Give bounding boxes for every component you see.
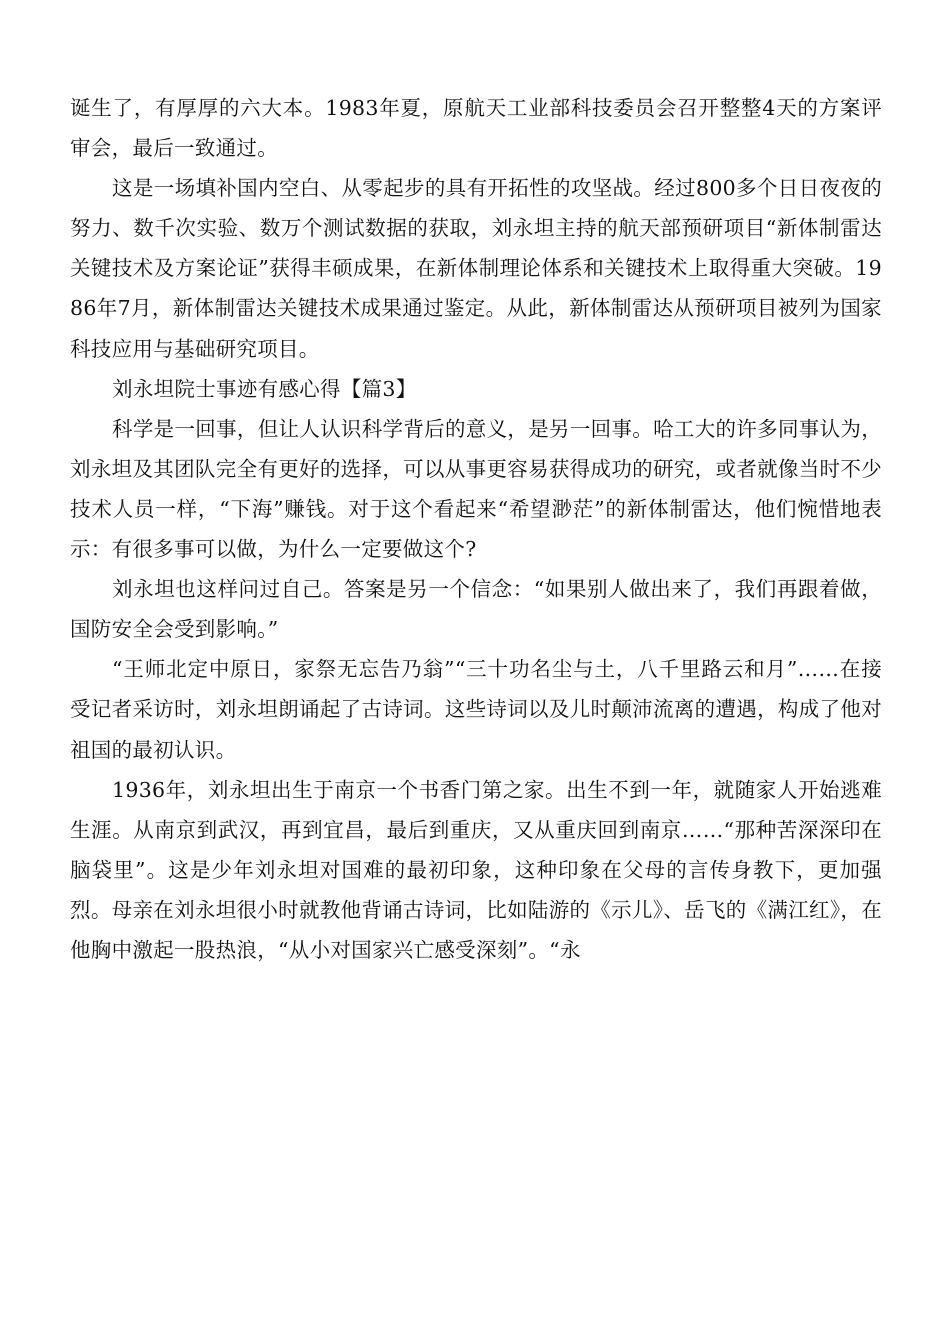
section-heading: 刘永坦院士事迹有感心得【篇3】 xyxy=(112,376,417,401)
document-body xyxy=(70,88,882,970)
paragraph-research-achievement: 这是一场填补国内空白、从零起步的具有开拓性的攻坚战。经过800多个日日夜夜的努力、数千次实验、数万个测试数据的获取，刘永坦主持的航天部预研项目“新体制雷达关键技术及方案论证”获得丰硕成果，在新体制理论体系和关键技术上取得重大突破。1986年7月，新体制雷达关键技术成果通过鉴定。从此，新体制雷达从预研项目被列为国家科技应用与基础研究项目。 xyxy=(70,176,882,361)
paragraph-poetry: “王师北定中原日，家祭无忘告乃翁”“三十功名尘与土，八千里路云和月”……在接受记者采访时，刘永坦朗诵起了古诗词。这些诗词以及儿时颠沛流离的遭遇，构成了他对祖国的最初认识。 xyxy=(70,657,882,762)
paragraph-continuation: 诞生了，有厚厚的六大本。1983年夏，原航天工业部科技委员会召开整整4天的方案评审会，最后一致通过。 xyxy=(70,96,882,161)
paragraph-meaning-of-science: 科学是一回事，但让人认识科学背后的意义，是另一回事。哈工大的许多同事认为，刘永坦及其团队完全有更好的选择，可以从事更容易获得成功的研究，或者就像当时不少技术人员一样，“下海”赚钱。对于这个看起来“希望渺茫”的新体制雷达，他们惋惜地表示：有很多事可以做，为什么一定要做这个? xyxy=(70,416,882,562)
paragraph-belief: 刘永坦也这样问过自己。答案是另一个信念：“如果别人做出来了，我们再跟着做，国防安全会受到影响。” xyxy=(70,577,882,642)
paragraph-childhood: 1936年，刘永坦出生于南京一个书香门第之家。出生不到一年，就随家人开始逃难生涯。从南京到武汉，再到宜昌，最后到重庆，又从重庆回到南京……“那种苦深深印在脑袋里”。这是少年刘永坦对国难的最初印象，这种印象在父母的言传身教下，更加强烈。母亲在刘永坦很小时就教他背诵古诗词，比如陆游的《示儿》、岳飞的《满江红》，在他胸中激起一股热浪，“从小对国家兴亡感受深刻”。“永 xyxy=(70,777,882,962)
